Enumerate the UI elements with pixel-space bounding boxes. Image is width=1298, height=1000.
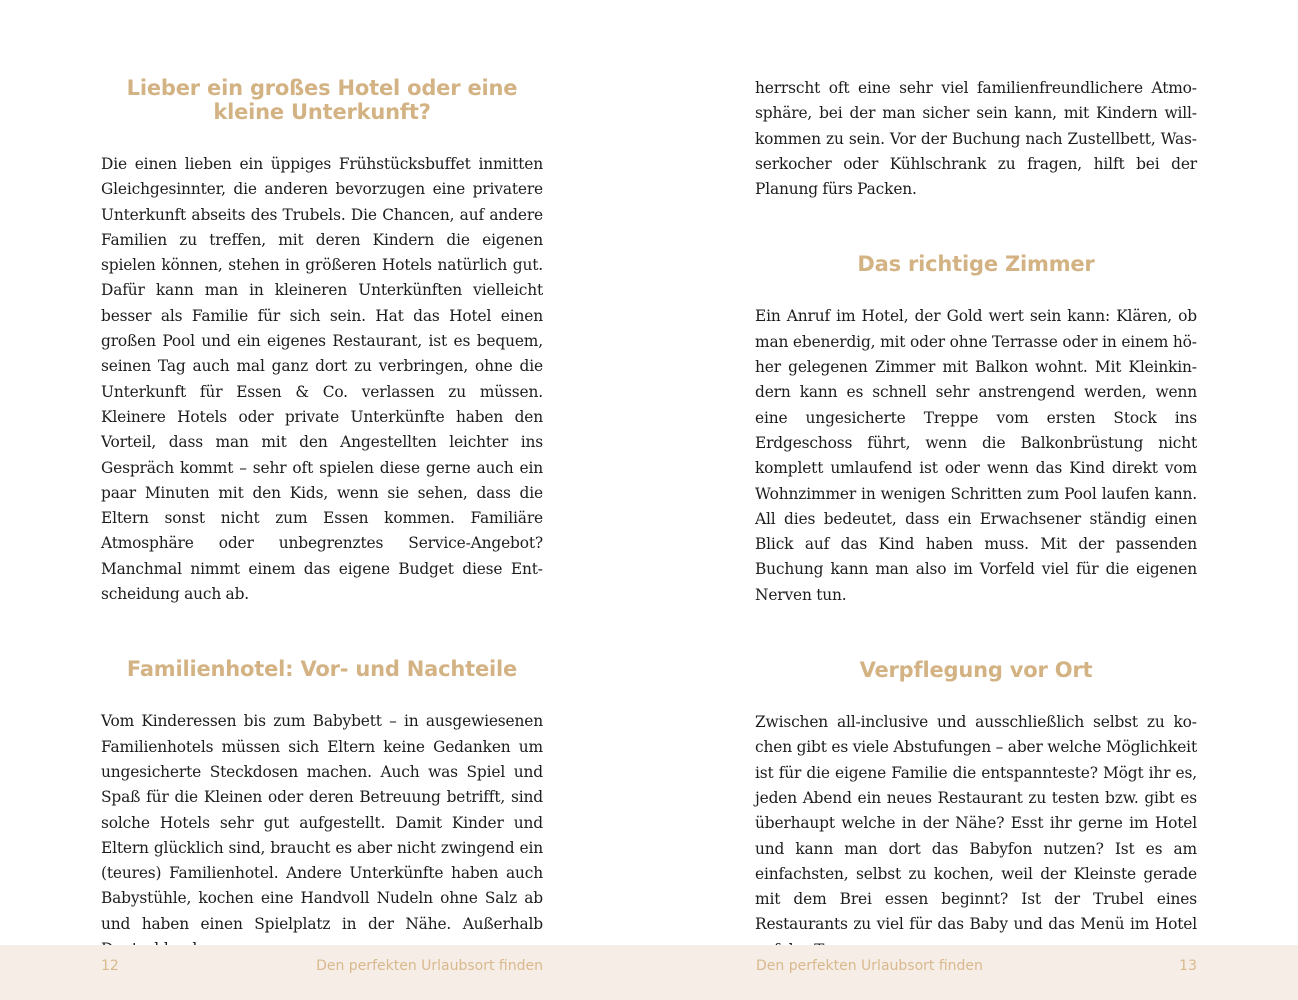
right-page	[649, 0, 1298, 1000]
left-column	[101, 76, 543, 962]
paragraph-continued: herrscht oft eine sehr viel familienfreundlichere Atmosphäre, bei der man sicher sein kann, mit Kindern willkommen zu sein. Vor der Buchung nach Zustellbett, Wasserkocher oder Kühlschrank zu fragen, hilft bei der Planung fürs Packen.	[755, 79, 1197, 199]
paragraph-right-room: Ein Anruf im Hotel, der Gold wert sein kann: Klären, ob man ebenerdig, mit oder ohne Terrasse oder in einem höher gelegenen Zimmer mit Balkon wohnt. Mit Kleinkindern kann es schnell sehr anstrengend werden, wenn eine ungesicherte Treppe vom ersten Stock ins Erdgeschoss führt, wenn die Balkonbrüstung nicht komplett umlaufend ist oder wenn das Kind direkt vom Wohnzimmer in wenigen Schritten zum Pool laufen kann. All dies bedeutet, dass ein Erwachsener ständig einen Blick auf das Kind haben muss. Mit der passenden Buchung kann man also im Vorfeld viel für die eigenen Nerven tun.	[755, 307, 1197, 604]
paragraph-catering: Zwischen all-inclusive und ausschließlich selbst zu kochen gibt es viele Abstufungen – aber welche Möglichkeit ist für die eigene Familie die entspannteste? Mögt ihr es, jeden Abend ein neues Restaurant zu testen bzw. gibt es überhaupt welche in der Nähe? Esst ihr gerne im Hotel und kann man dort das Babyfon nutzen? Ist es am einfachsten, selbst zu kochen, weil der Kleinste gerade mit dem Brei essen beginnt? Ist der Trubel eines Restaurants zu viel für das Baby und das Menü im Hotel	[755, 713, 1197, 934]
paragraph-hotel-size: Die einen lieben ein üppiges Frühstücksbuffet inmitten Gleichgesinnter, die anderen bevorzugen eine privatere Unterkunft abseits des Trubels. Die Chancen, auf andere Familien zu treffen, mit deren Kindern die eigenen spielen können, stehen in größeren Hotels natürlich gut. Dafür kann man in kleineren Unterkünften vielleicht besser als Familie für sich sein. Hat das Hotel einen großen Pool und ein eigenes Restaurant, ist es bequem, seinen Tag auch mal ganz dort zu verbringen, ohne die Unterkunft für Essen & Co. verlassen zu müssen. Kleinere Hotels oder private Unterkünfte haben den Vorteil, dass man mit den Angestellten leichter ins Gespräch kommt – sehr oft spielen diese gerne auch ein paar Minuten mit den Kids, wenn sie sehen, dass die Eltern sonst nicht zum Essen kommen. Familiäre Atmosphäre oder unbegrenztes Service-Angebot? Manchmal nimmt einem das eigene Budget diese Entscheidung auch ab.	[101, 155, 543, 604]
running-title-left: Den perfekten Urlaubsort finden	[316, 958, 543, 974]
heading-right-room: Das richtige Zimmer	[857, 252, 1095, 277]
page-number-left: 12	[101, 958, 119, 974]
paragraph-family-hotel: Vom Kinderessen bis zum Babybett – in ausgewiesenen Familienhotels müssen sich Eltern keine Gedanken um ungesicherte Steckdosen machen. Auch was Spiel und Spaß für die Kleinen oder deren Betreuung betrifft, sind solche Hotels sehr gut aufgestellt. Damit Kinder und Eltern glücklich sind, braucht es aber nicht zwingend ein (teures) Familienhotel. Andere Unterkünfte haben auch Babystühle, kochen eine Handvoll Nudeln ohne Salz ab und haben einen Spielplatz in der Nähe. Außerhalb	[101, 712, 543, 933]
heading-catering: Verpflegung vor Ort	[859, 658, 1093, 683]
heading-family-hotel: Familienhotel: Vor- und Nachteile	[126, 657, 518, 682]
heading-hotel-size: Lieber ein großes Hotel oder eine kleine Unterkunft?	[126, 76, 518, 124]
page-footer	[0, 945, 1298, 1000]
page-number-right: 13	[1179, 958, 1197, 974]
right-column	[755, 76, 1197, 963]
running-title-right: Den perfekten Urlaubsort finden	[756, 958, 983, 974]
